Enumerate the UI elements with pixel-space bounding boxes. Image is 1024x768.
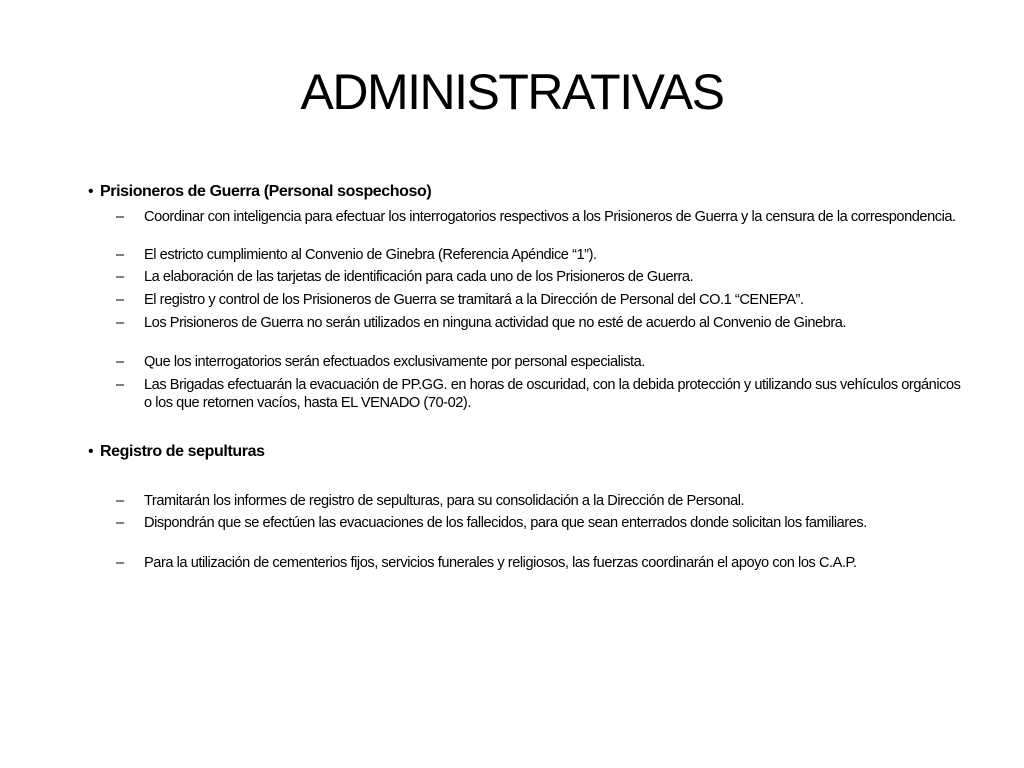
dash-icon: – <box>116 493 124 509</box>
list-item: – La elaboración de las tarjetas de identificación para cada uno de los Prisioneros de Guerra. <box>116 269 694 285</box>
dash-icon: – <box>116 354 124 370</box>
dash-icon: – <box>116 315 124 331</box>
list-item: – Que los interrogatorios serán efectuados exclusivamente por personal especialista. <box>116 354 645 370</box>
dash-icon: – <box>116 377 124 393</box>
list-item: – Coordinar con inteligencia para efectuar los interrogatorios respectivos a los Prisioneros de Guerra y la censura de la correspondencia. <box>116 209 956 225</box>
list-item: – El estricto cumplimiento al Convenio de Ginebra (Referencia Apéndice “1”). <box>116 247 597 263</box>
bullet-icon: • <box>88 443 94 460</box>
dash-icon: – <box>116 555 124 571</box>
section-heading: Registro de sepulturas <box>100 443 265 460</box>
list-item: – Dispondrán que se efectúen las evacuaciones de los fallecidos, para que sean enterrados donde solicitan los familiares. <box>116 515 867 531</box>
list-item: – Las Brigadas efectuarán la evacuación de PP.GG. en horas de oscuridad, con la debida protección y utilizando sus vehículos orgánicos o los que retornen vacíos, hasta EL VENADO (70-02). <box>116 377 961 411</box>
dash-icon: – <box>116 247 124 263</box>
dash-icon: – <box>116 269 124 285</box>
list-item: – El registro y control de los Prisioneros de Guerra se tramitará a la Dirección de Personal del CO.1 “CENEPA”. <box>116 292 804 308</box>
list-item: – Para la utilización de cementerios fijos, servicios funerales y religiosos, las fuerzas coordinarán el apoyo con los C.A.P. <box>116 555 857 571</box>
section-heading: Prisioneros de Guerra (Personal sospechoso) <box>100 183 432 200</box>
bullet-icon: • <box>88 183 94 200</box>
slide-title: ADMINISTRATIVAS <box>300 64 724 120</box>
list-item: – Tramitarán los informes de registro de sepulturas, para su consolidación a la Dirección de Personal. <box>116 493 745 509</box>
dash-icon: – <box>116 515 124 531</box>
dash-icon: – <box>116 292 124 308</box>
list-item: – Los Prisioneros de Guerra no serán utilizados en ninguna actividad que no esté de acuerdo al Convenio de Ginebra. <box>116 315 847 331</box>
dash-icon: – <box>116 209 124 225</box>
